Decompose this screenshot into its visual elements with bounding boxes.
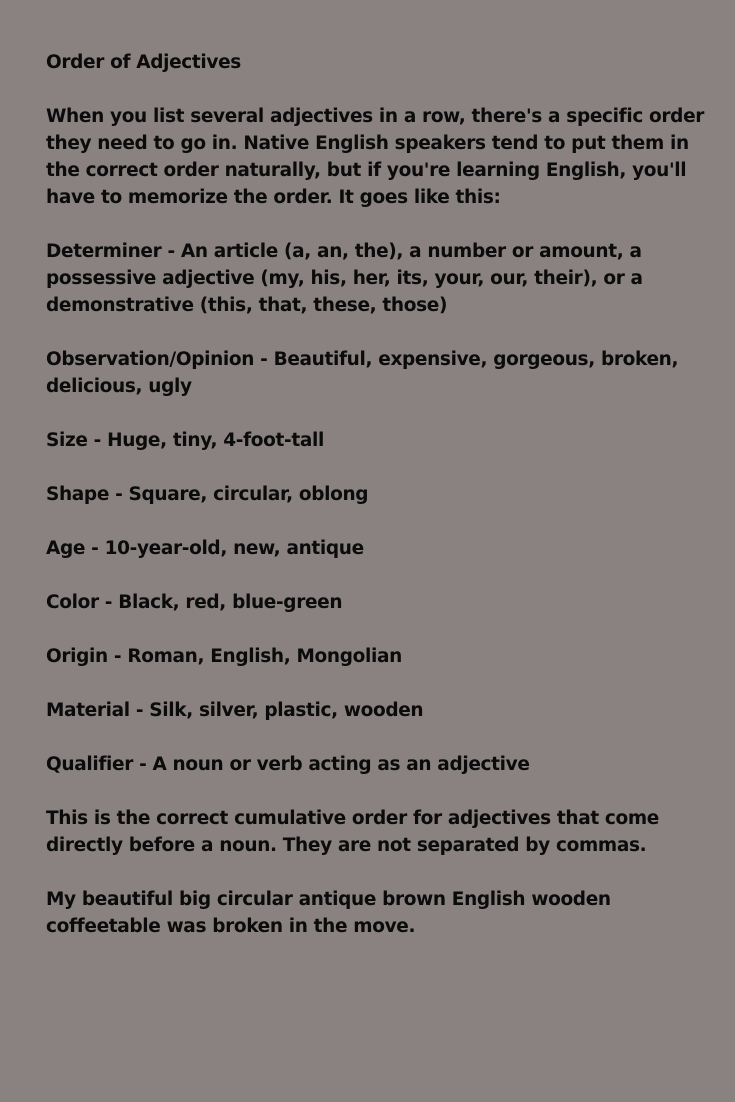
- page-title: Order of Adjectives: [46, 52, 241, 73]
- document-body: [46, 49, 716, 967]
- example-sentence: My beautiful big circular antique brown English wooden coffeetable was broken in the move.: [46, 889, 611, 937]
- order-item-observation: Observation/Opinion - Beautiful, expensive, gorgeous, broken, delicious, ugly: [46, 349, 679, 397]
- order-item-determiner: Determiner - An article (a, an, the), a number or amount, a possessive adjective (my, his, her, its, your, our, their), or a demonstrative (this, that, these, those): [46, 241, 643, 316]
- order-item-origin: Origin - Roman, English, Mongolian: [46, 646, 402, 667]
- order-item-qualifier: Qualifier - A noun or verb acting as an adjective: [46, 754, 530, 775]
- order-item-color: Color - Black, red, blue-green: [46, 592, 343, 613]
- note-paragraph: This is the correct cumulative order for adjectives that come directly before a noun. They are not separated by commas.: [46, 808, 660, 856]
- order-item-size: Size - Huge, tiny, 4-foot-tall: [46, 430, 324, 451]
- order-item-material: Material - Silk, silver, plastic, wooden: [46, 700, 424, 721]
- intro-paragraph: When you list several adjectives in a row, there's a specific order they need to go in. Native English speakers tend to put them in the correct order naturally, but if you're learning English, you'll have to memorize the order. It goes like this:: [46, 106, 705, 208]
- order-item-shape: Shape - Square, circular, oblong: [46, 484, 369, 505]
- order-item-age: Age - 10-year-old, new, antique: [46, 538, 364, 559]
